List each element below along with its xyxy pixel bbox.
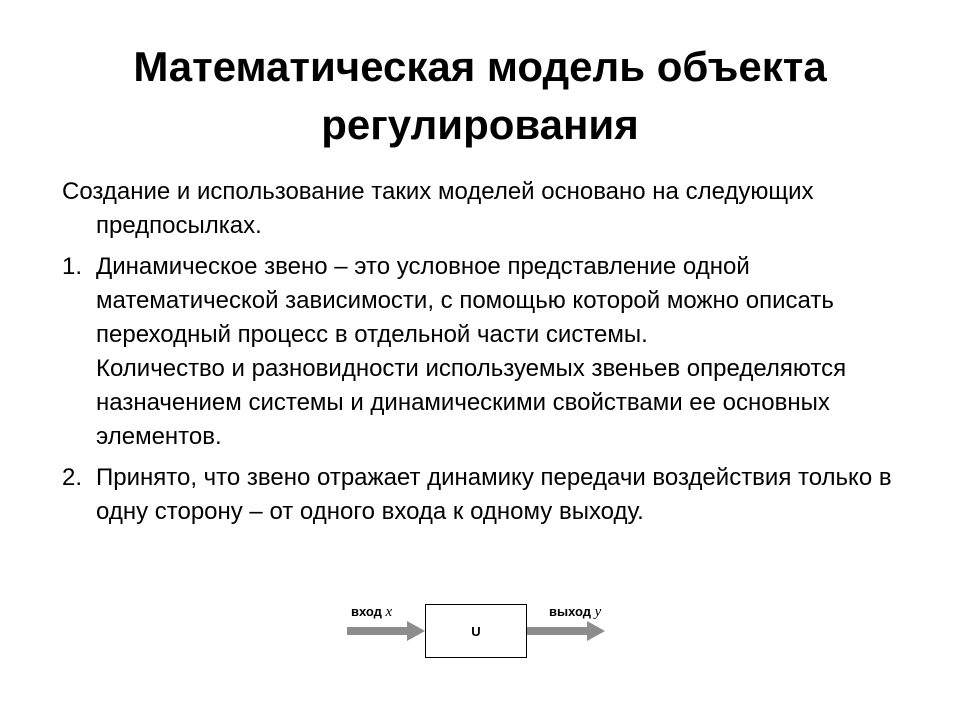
- output-arrow-icon: [527, 620, 605, 642]
- list-item-2: [62, 461, 912, 529]
- block-diagram: [345, 598, 625, 664]
- list-item-1-sentence-1: Динамическое звено – это условное представление одной математической зависимости, с помощью которой можно описать переходный процесс в отдельной части системы.: [96, 253, 834, 348]
- output-label-text: выход: [549, 604, 592, 619]
- output-arrow-shaft: [527, 627, 589, 635]
- list-item-1: [62, 250, 912, 454]
- output-arrow-head: [587, 621, 605, 641]
- output-variable: y: [594, 604, 602, 620]
- list-number-1: 1.: [62, 253, 83, 280]
- input-arrow-head: [407, 621, 425, 641]
- slide-body: [62, 175, 912, 536]
- output-label: [549, 604, 601, 621]
- input-label-text: вход: [351, 604, 382, 619]
- title-line-1: Математическая модель объекта: [133, 43, 827, 90]
- input-variable: x: [385, 604, 393, 620]
- input-arrow-shaft: [347, 627, 409, 635]
- list-item-2-text: Принято, что звено отражает динамику передачи воздействия только в одну сторону – от одного входа к одному выходу.: [96, 464, 892, 525]
- dynamic-link-block: [425, 604, 527, 658]
- input-label: [351, 604, 392, 621]
- list-item-1-sentence-2: Количество и разновидности используемых звеньев определяются назначением системы и динамическими свойствами ее основных элементов.: [96, 355, 847, 450]
- slide-title: [40, 38, 920, 154]
- input-arrow-icon: [347, 620, 425, 642]
- title-line-2: регулирования: [321, 101, 639, 148]
- list-number-2: 2.: [62, 464, 83, 491]
- block-label: U: [471, 623, 481, 639]
- intro-paragraph: Создание и использование таких моделей основано на следующих предпосылках.: [62, 178, 814, 239]
